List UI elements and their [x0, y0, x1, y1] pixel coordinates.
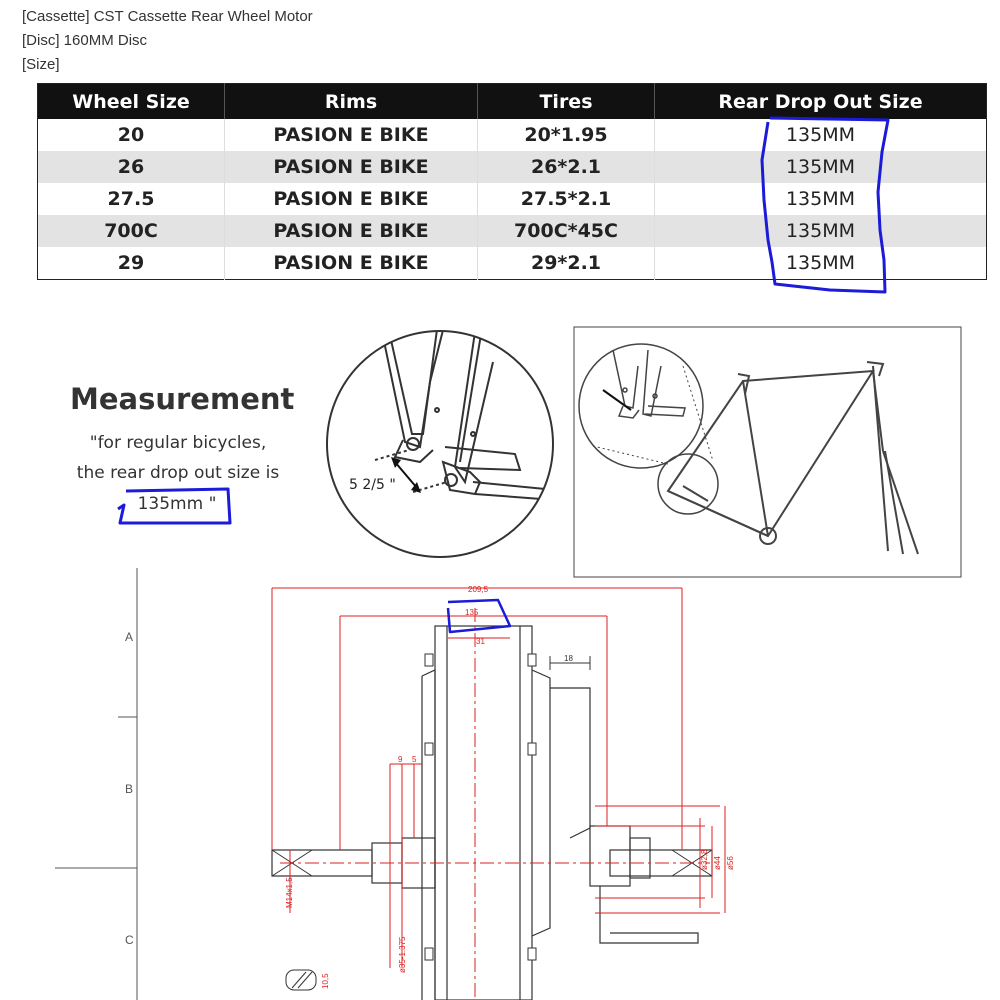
cell-wheel-size: 26 — [38, 151, 225, 183]
cell-wheel-size: 20 — [38, 119, 225, 151]
cell-wheel-size: 27.5 — [38, 183, 225, 215]
cell-rims: PASION E BIKE — [225, 183, 478, 215]
cell-tires: 26*2.1 — [478, 151, 655, 183]
measurement-line-1: "for regular bicycles, — [89, 433, 267, 453]
header-wheel-size: Wheel Size — [38, 84, 225, 120]
dim-31: 31 — [476, 637, 485, 646]
measurement-line-2: the rear drop out size is — [76, 463, 280, 483]
dim-axle: M14x1,5 — [285, 877, 294, 908]
dim-9: 9 — [398, 755, 403, 764]
row-label-b: B — [125, 782, 134, 796]
cell-rims: PASION E BIKE — [225, 247, 478, 280]
measurement-title: Measurement — [70, 382, 295, 416]
spec-line-size: [Size] — [22, 56, 60, 73]
header-tires: Tires — [478, 84, 655, 120]
table-header-row — [38, 84, 987, 120]
cell-rims: PASION E BIKE — [225, 119, 478, 151]
cell-rims: PASION E BIKE — [225, 215, 478, 247]
dim-dropout: 135 — [465, 608, 479, 617]
cell-drop-out: 135MM — [785, 188, 856, 210]
dim-18: 18 — [564, 654, 573, 663]
spec-line-disc: [Disc] 160MM Disc — [22, 32, 148, 49]
dim-overall: 209,5 — [468, 585, 489, 594]
row-label-a: A — [125, 630, 134, 644]
cell-wheel-size: 700C — [38, 215, 225, 247]
cell-tires: 20*1.95 — [478, 119, 655, 151]
cell-drop-out: 135MM — [655, 151, 987, 183]
table-row — [38, 183, 987, 215]
cell-wheel-size: 29 — [38, 247, 225, 280]
table-row — [38, 215, 987, 247]
handdrawn-annotation-measurement — [110, 485, 240, 530]
size-table — [37, 83, 987, 280]
table-row — [38, 151, 987, 183]
dropout-dimension-label: 5 2/5 " — [349, 477, 396, 493]
cell-tires: 700C*45C — [478, 215, 655, 247]
table-row — [38, 247, 987, 280]
dim-5: 5 — [412, 755, 417, 764]
dim-dia-56: ø56 — [726, 856, 735, 870]
cell-rims: PASION E BIKE — [225, 151, 478, 183]
cell-drop-out: 135MM — [785, 124, 856, 146]
row-label-c: C — [125, 933, 134, 947]
dropout-closeup-illustration — [325, 322, 555, 572]
dim-dia-32-8: ø32,8 — [700, 849, 709, 870]
hub-motor-technical-drawing — [50, 568, 930, 1000]
cell-drop-out: 135MM — [655, 215, 987, 247]
header-rear-drop-out-size: Rear Drop Out Size — [655, 84, 987, 120]
dim-square: 10,5 — [321, 973, 330, 989]
dim-bearing: ø35-1.375 — [398, 936, 407, 973]
header-rims: Rims — [225, 84, 478, 120]
table-row — [38, 119, 987, 151]
measurement-value: 135mm " — [137, 494, 217, 514]
cell-tires: 27.5*2.1 — [478, 183, 655, 215]
dim-dia-44: ø44 — [713, 856, 722, 870]
bicycle-frame-illustration — [573, 326, 963, 579]
cell-tires: 29*2.1 — [478, 247, 655, 280]
cell-drop-out: 135MM — [785, 252, 856, 274]
spec-line-cassette: [Cassette] CST Cassette Rear Wheel Motor — [22, 8, 313, 25]
